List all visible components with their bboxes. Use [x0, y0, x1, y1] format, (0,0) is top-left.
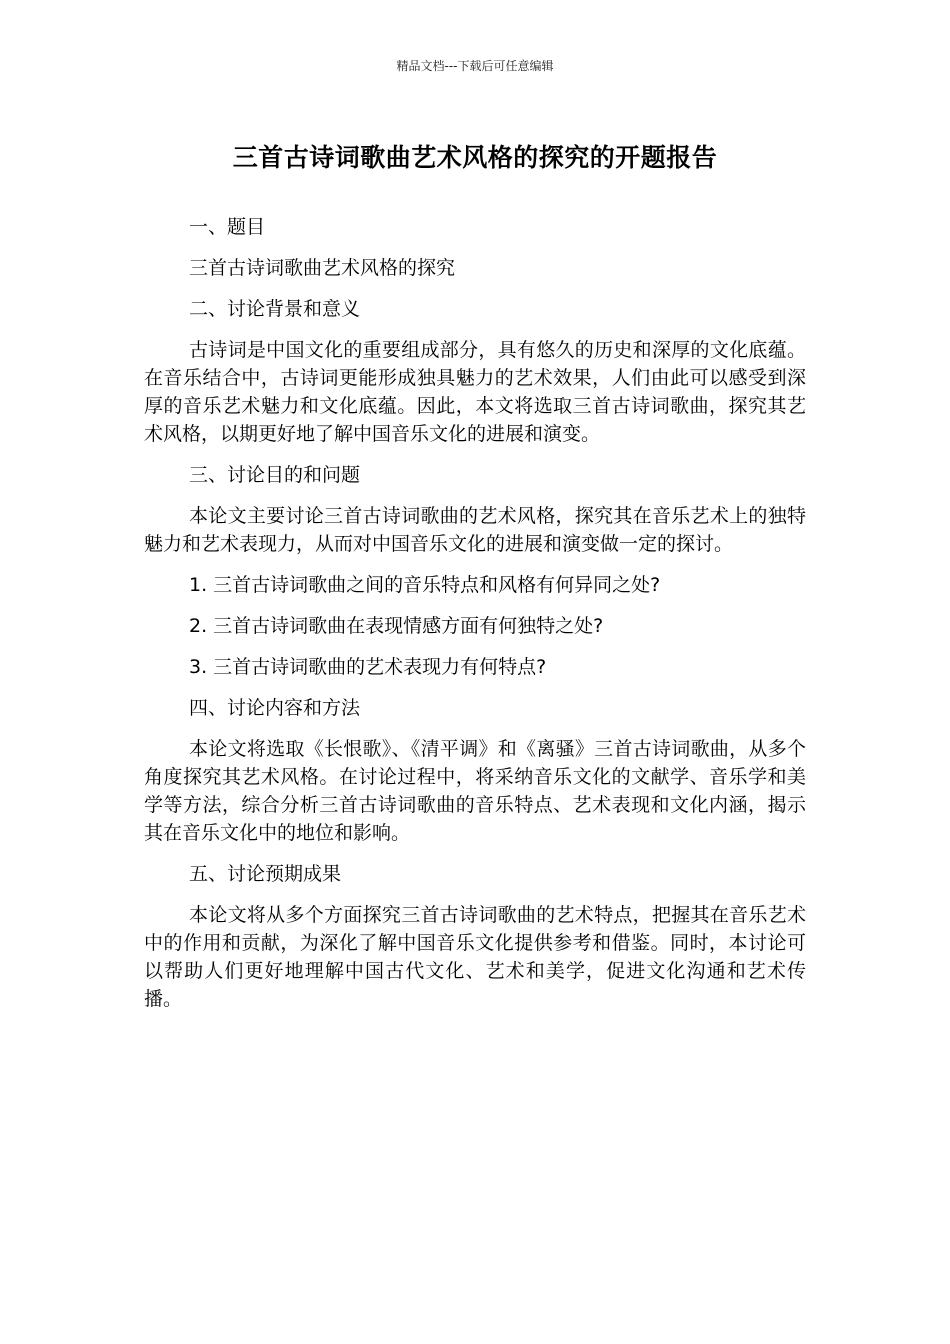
- section-5-paragraph: 本论文将从多个方面探究三首古诗词歌曲的艺术特点，把握其在音乐艺术中的作用和贡献，为深化了解中国音乐文化提供参考和借鉴。同时，本讨论可以帮助人们更好地理解中国古代文化、艺术和美学，促进文化沟通和艺术传播。: [144, 904, 806, 1010]
- question-item-2: 2. 三首古诗词歌曲在表现情感方面有何独特之处?: [189, 615, 604, 637]
- section-2-paragraph: 古诗词是中国文化的重要组成部分，具有悠久的历史和深厚的文化底蕴。在音乐结合中，古诗词更能形成独具魅力的艺术效果，人们由此可以感受到深厚的音乐艺术魅力和文化底蕴。因此，本文将选取三首古诗词歌曲，探究其艺术风格，以期更好地了解中国音乐文化的进展和演变。: [144, 339, 806, 445]
- document-title: 三首古诗词歌曲艺术风格的探究的开题报告: [232, 143, 718, 172]
- section-5-heading: 五、讨论预期成果: [189, 863, 342, 885]
- header-note: 精品文档---下载后可任意编辑: [396, 59, 554, 73]
- question-item-3: 3. 三首古诗词歌曲的艺术表现力有何特点?: [189, 656, 547, 678]
- section-1-heading: 一、题目: [189, 216, 266, 238]
- section-2-heading: 二、讨论背景和意义: [189, 298, 361, 320]
- question-item-1: 1. 三首古诗词歌曲之间的音乐特点和风格有何异同之处?: [189, 574, 661, 596]
- section-4-paragraph: 本论文将选取《长恨歌》、《清平调》和《离骚》三首古诗词歌曲，从多个角度探究其艺术风格。在讨论过程中，将采纳音乐文化的文献学、音乐学和美学等方法，综合分析三首古诗词歌曲的音乐特点、艺术表现和文化内涵，揭示其在音乐文化中的地位和影响。: [144, 738, 806, 844]
- section-3-paragraph: 本论文主要讨论三首古诗词歌曲的艺术风格，探究其在音乐艺术上的独特魅力和艺术表现力，从而对中国音乐文化的进展和演变做一定的探讨。: [144, 505, 806, 555]
- section-1-text: 三首古诗词歌曲艺术风格的探究: [189, 257, 456, 279]
- document-body: [144, 213, 806, 1013]
- section-4-heading: 四、讨论内容和方法: [189, 697, 361, 719]
- section-3-heading: 三、讨论目的和问题: [189, 464, 361, 486]
